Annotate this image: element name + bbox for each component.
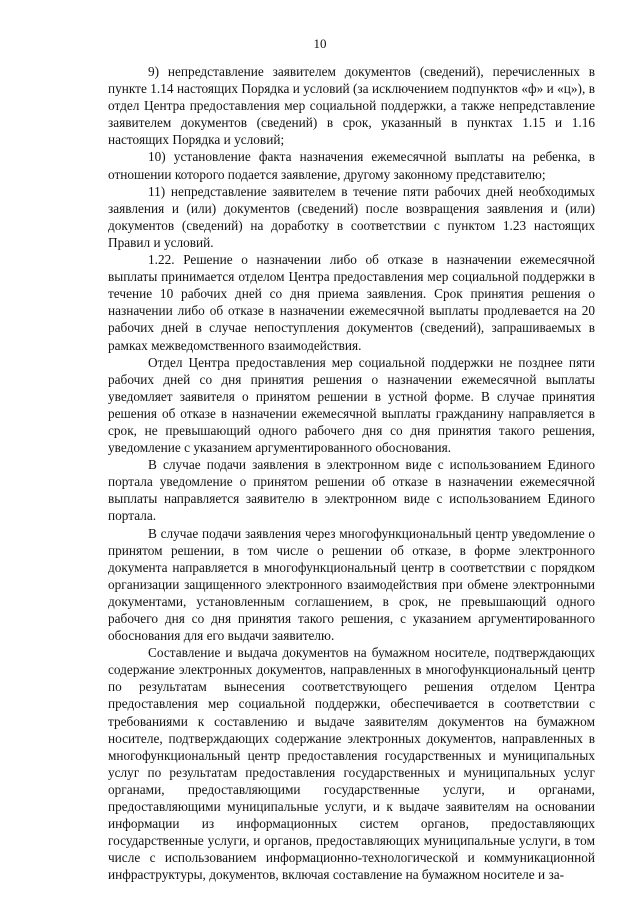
paragraph-electronic-portal: В случае подачи заявления в электронном виде с использованием Единого портала уведомление о принятом решении об отказе в назначении ежемесячной выплаты направляется заявителю в электронном виде с использованием Единого портала. [108, 457, 595, 524]
paragraph-notification: Отдел Центра предоставления мер социальной поддержки не позднее пяти рабочих дней со дня принятия решения о назначении ежемесячной выплаты уведомляет заявителя о принятом решении в устной форме. В случае принятия решения об отказе в назначении ежемесячной выплаты гражданину направляется в срок, не превышающий одного рабочего дня со дня принятия такого решения, уведомление с указанием аргументированного обоснования. [108, 354, 595, 456]
paragraph-item-11: 11) непредставление заявителем в течение пяти рабочих дней необходимых заявления и (или) документов (сведений) после возвращения заявления и (или) документов (сведений) на доработку в соответствии с пунктом 1.23 настоящих Правил и условий. [108, 183, 595, 250]
paragraph-mfc-notification: В случае подачи заявления через многофункциональный центр уведомление о принятом решении, в том числе о решении об отказе, в форме электронного документа направляется в многофункциональный центр в соответствии с порядком организации защищенного электронного взаимодействия при обмене электронными документами, установленным соглашением, в срок, не превышающий одного рабочего дня со дня принятия такого решения, с указанием аргументированного обоснования для его выдачи заявителю. [108, 525, 595, 644]
document-body [108, 63, 595, 884]
paragraph-item-9: 9) непредставление заявителем документов (сведений), перечисленных в пункте 1.14 настоящих Порядка и условий (за исключением подпунктов «ф» и «ц»), в отдел Центра предоставления мер социальной поддержки, а также непредставление заявителем документов (сведений) в срок, указанный в пунктах 1.15 и 1.16 настоящих Порядка и условий; [108, 64, 595, 148]
paragraph-clause-1-22: 1.22. Решение о назначении либо об отказе в назначении ежемесячной выплаты принимается отделом Центра предоставления мер социальной поддержки в течение 10 рабочих дней со дня приема заявления. Срок принятия решения о назначении либо об отказе в назначении ежемесячной выплаты продлевается на 20 рабочих дней в случае непоступления документов (сведений), запрашиваемых в рамках межведомственного взаимодействия. [108, 252, 595, 353]
paragraph-item-10: 10) установление факта назначения ежемесячной выплаты на ребенка, в отношении которого подается заявление, другому законному представителю; [108, 149, 595, 182]
page-number: 10 [313, 36, 327, 51]
paragraph-paper-documents: Составление и выдача документов на бумажном носителе, подтверждающих содержание электронных документов, направленных в многофункциональный центр по результатам вынесения соответствующего решения отделом Центра предоставления мер социальной поддержки, обеспечивается в соответствии с требованиями к составлению и выдаче заявителям документов на бумажном носителе, подтверждающих содержание электронных документов, направленных в многофункциональный центр предоставления государственных и муниципальных услуг по результатам предоставления государственных и муниципальных услуг органами, предоставляющими государственные услуги, и органами, предоставляющими муниципальные услуги, и к выдаче заявителям на основании информации из информационных систем органов, предоставляющих государственные услуги, и органов, предоставляющих муниципальные услуги, в том числе с использованием информационно-технологической и коммуникационной инфраструктуры, документов, включая составление на бумажном носителе и за- [108, 645, 595, 883]
